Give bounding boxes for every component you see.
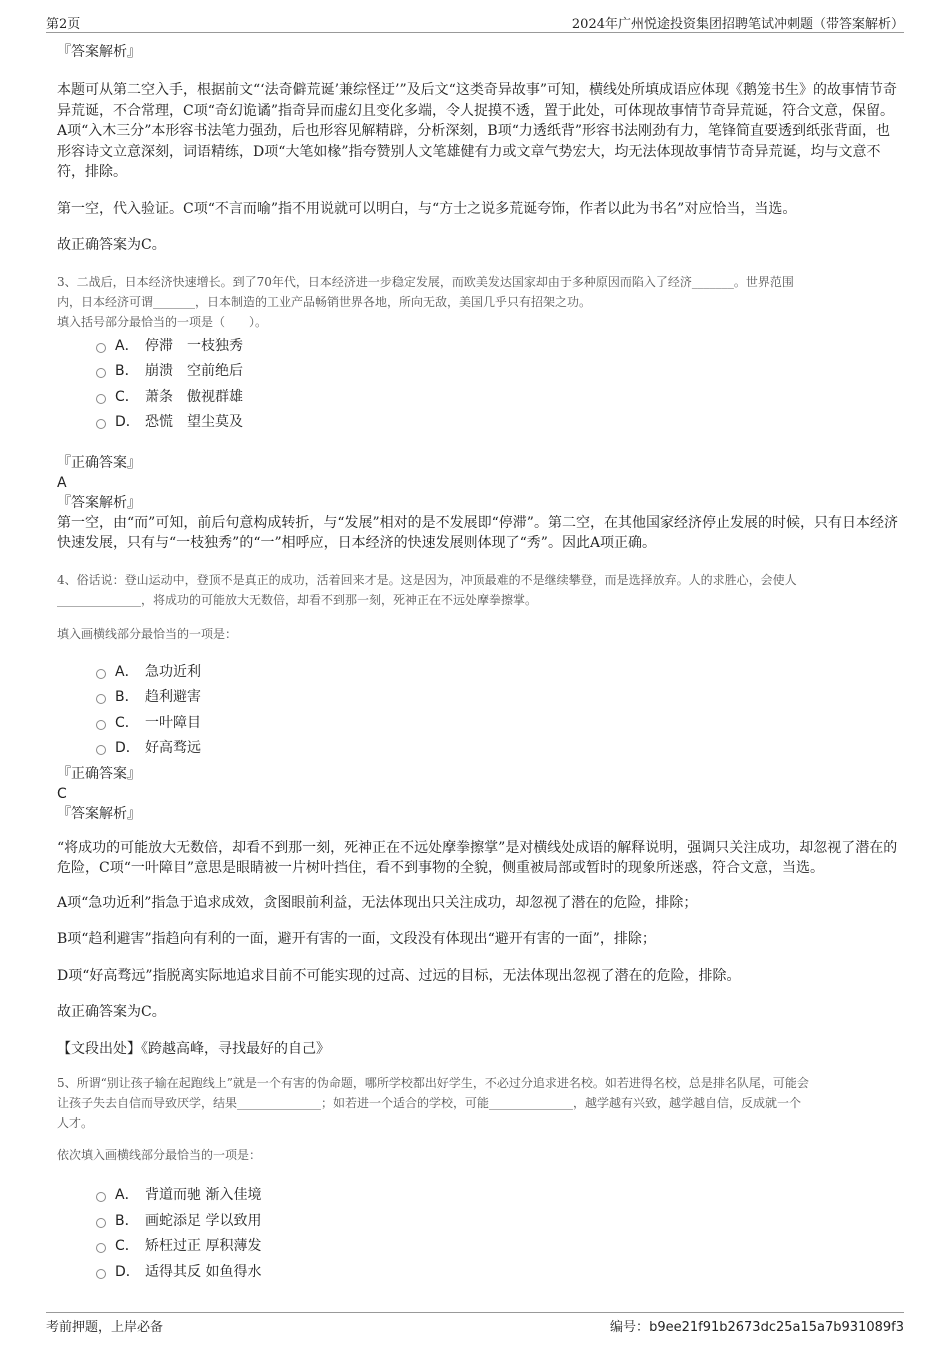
document-code-label: 编号： [610,1320,650,1335]
q4-analysis-p3: B项“趋利避害”指趋向有利的一面，避开有害的一面，文段没有体现出“避开有害的一面”，排除； [57,931,656,947]
page-number: 第2页 [46,17,81,32]
q4-analysis-p2: A项“急功近利”指急于追求成效，贪图眼前利益，无法体现出只关注成功，却忽视了潜在的危险，排除； [57,894,698,911]
radio-icon[interactable] [96,368,106,378]
q2-conclusion: 故正确答案为C。 [57,237,166,253]
q5-stem-line2: 让孩子失去自信而导致厌学，结果______________；如若进一个适合的学校，可能______________，越学越有兴致，越学越自信，反成就一个 [57,1096,802,1110]
q4-option-b[interactable]: B． 趋利避害 [57,685,900,711]
question-5 [57,1073,900,1285]
q2-analysis-p2: 第一空，代入验证。C项“不言而喻”指不用说就可以明白，与“方士之说多荒诞夸饰，作者以此为书名”对应恰当，当选。 [57,200,797,217]
document-title: 2024年广州悦途投资集团招聘笔试冲刺题（带答案解析） [571,17,904,32]
q3-correct-label: 『正确答案』 [57,454,141,471]
page-content [57,40,900,1285]
radio-icon[interactable] [96,419,106,429]
q4-analysis-p1: “将成功的可能放大无数倍，却看不到那一刻，死神正在不远处摩拳擦掌”是对横线处成语的解释说明，强调只关注成功，却忽视了潜在的危险，C项“一叶障目”意思是眼睛被一片树叶挡住，看不到事物的全貌，侧重被局部或暂时的现象所迷惑，符合文意，当选。 [57,839,898,876]
q4-option-d[interactable]: D． 好高骛远 [57,736,900,762]
q4-source: 【文段出处】《跨越高峰，寻找最好的自己》 [57,1040,330,1057]
q5-stem-line3: 人才。 [57,1116,94,1130]
q5-option-d[interactable]: D． 适得其反 如鱼得水 [57,1260,900,1286]
radio-icon[interactable] [96,694,106,704]
radio-icon[interactable] [96,343,106,353]
q5-option-c[interactable]: C． 矫枉过正 厚积薄发 [57,1234,900,1260]
q5-prompt: 依次填入画横线部分最恰当的一项是： [57,1148,262,1162]
radio-icon[interactable] [96,1192,106,1202]
q5-options [57,1183,900,1285]
q5-option-a[interactable]: A． 背道而驰 渐入佳境 [57,1183,900,1209]
q3-options [57,334,900,436]
q3-option-d[interactable]: D． 恐慌 望尘莫及 [57,410,900,436]
q5-stem-line1: 5、所谓“别让孩子输在起跑线上”就是一个有害的伪命题，哪所学校都出好学生，不必过分追求进名校。如若进得名校，总是排名队尾，可能会 [57,1076,809,1090]
question-3 [57,272,900,554]
q3-option-a[interactable]: A． 停滞 一枝独秀 [57,334,900,360]
radio-icon[interactable] [96,394,106,404]
q3-analysis-label: 『答案解析』 [57,494,141,511]
q4-option-a[interactable]: A． 急功近利 [57,660,900,686]
q4-prompt: 填入画横线部分最恰当的一项是： [57,626,238,641]
radio-icon[interactable] [96,745,106,755]
q4-stem-line2: ______________，将成功的可能放大无数倍，却看不到那一刻，死神正在不远处摩拳擦掌。 [57,592,538,607]
document-code-value: b9ee21f91b2673dc25a15a7b931089f3 [649,1320,904,1335]
question-4 [57,570,900,1060]
radio-icon[interactable] [96,1269,106,1279]
q3-stem-line1: 3、二战后，日本经济快速增长。到了70年代，日本经济进一步稳定发展，而欧美发达国家却由于多种原因而陷入了经济_______。世界范围 [57,274,794,289]
q4-options [57,660,900,762]
q4-answer: C [57,785,67,802]
q3-prompt: 填入括号部分最恰当的一项是（ ）。 [57,314,268,329]
q4-analysis-p4: D项“好高骛远”指脱离实际地追求目前不可能实现的过高、过远的目标，无法体现出忽视了潜在的危险，排除。 [57,967,741,984]
radio-icon[interactable] [96,669,106,679]
q4-correct-label: 『正确答案』 [57,765,141,782]
radio-icon[interactable] [96,1243,106,1253]
radio-icon[interactable] [96,720,106,730]
q4-conclusion: 故正确答案为C。 [57,1004,166,1020]
q3-answer: A [57,474,67,491]
radio-icon[interactable] [96,1218,106,1228]
footer-slogan: 考前押题，上岸必备 [46,1320,164,1335]
q4-analysis-label: 『答案解析』 [57,805,141,822]
q4-stem-line1: 4、俗话说：登山运动中，登顶不是真正的成功，活着回来才是。这是因为，冲顶最难的不是继续攀登，而是选择放弃。人的求胜心，会使人 [57,572,797,587]
page-footer [46,1312,904,1337]
q2-analysis-label: 『答案解析』 [57,44,141,60]
document-code [610,1316,904,1335]
q3-option-b[interactable]: B． 崩溃 空前绝后 [57,359,900,385]
q2-analysis-p1: 本题可从第二空入手，根据前文“‘法奇僻荒诞’兼综怪迂’”及后文“这类奇异故事”可知，横线处所填成语应体现《鹅笼书生》的故事情节奇异荒诞，不合常理，C项“奇幻诡谲”指奇异而虚幻且变化多端，令人捉摸不透，置于此处，可体现故事情节奇异荒诞，符合文意，保留。A项“入木三分”本形容书法笔力强劲，后也形容见解精辟，分析深刻，B项“力透纸背”形容书法刚劲有力，笔锋简直要透到纸张背面，也形容诗文立意深刻，词语精练，D项“大笔如椽”指夸赞别人文笔雄健有力或文章气势宏大，均无法体现故事情节奇异荒诞，均与文意不符，排除。 [57,82,897,180]
q5-option-b[interactable]: B． 画蛇添足 学以致用 [57,1209,900,1235]
page-header [46,10,904,33]
q4-option-c[interactable]: C． 一叶障目 [57,711,900,737]
q3-option-c[interactable]: C． 萧条 傲视群雄 [57,385,900,411]
q3-stem-line2: 内，日本经济可谓_______，日本制造的工业产品畅销世界各地，所向无敌，美国几乎只有招架之功。 [57,294,592,309]
q3-analysis: 第一空，由“而”可知，前后句意构成转折，与“发展”相对的是不发展即“停滞”。第二空，在其他国家经济停止发展的时候，只有日本经济快速发展，只有与“一枝独秀”的“一”相呼应，日本经济的快速发展则体现了“秀”。因此A项正确。 [57,514,898,551]
